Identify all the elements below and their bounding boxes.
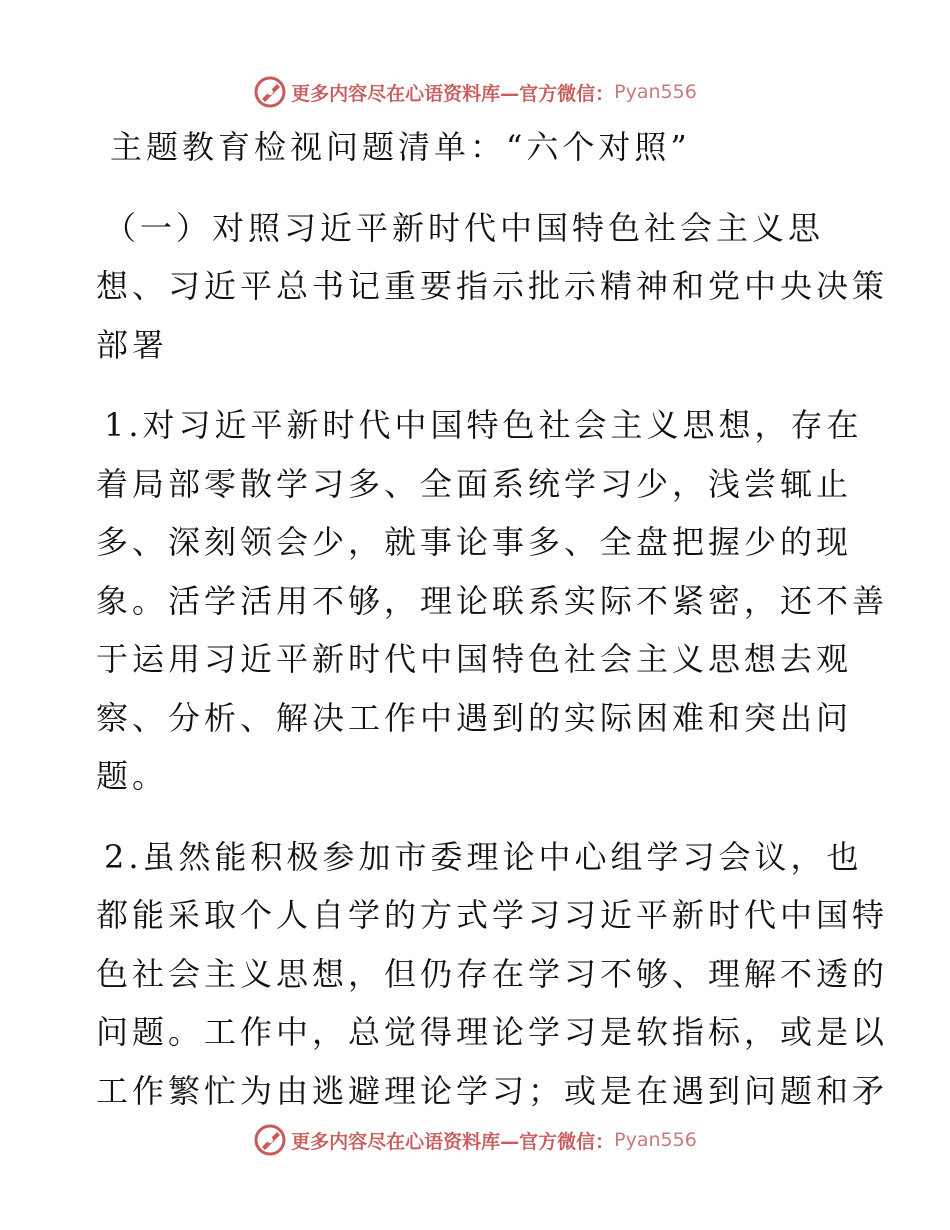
document-title: 主题教育检视问题清单：“六个对照” xyxy=(110,128,691,166)
header-watermark xyxy=(0,72,950,112)
document-body xyxy=(96,118,889,1120)
text-line: 多、深刻领会少，就事论事多、全盘把握少的现 xyxy=(96,523,853,561)
footer-watermark xyxy=(0,1120,950,1160)
banner-text: 更多内容尽在心语资料库—官方微信： xyxy=(291,82,615,105)
text-line: 于运用习近平新时代中国特色社会主义思想去观 xyxy=(96,640,853,678)
quill-logo-icon xyxy=(253,75,287,109)
text-line: 题。 xyxy=(96,757,169,795)
paragraph-item-2 xyxy=(96,828,889,1121)
text-line: 着局部零散学习多、全面系统学习少，浅尝辄止 xyxy=(96,464,853,503)
text-line: （一）对照习近平新时代中国特色社会主义思 xyxy=(104,208,825,247)
text-line: 部署 xyxy=(96,325,169,364)
text-line: 象。活学活用不够，理论联系实际不紧密，还不善 xyxy=(96,581,889,620)
text-line: 1.对习近平新时代中国特色社会主义思想，存在 xyxy=(104,406,863,444)
text-line: 想、习近平总书记重要指示批示精神和党中央决策 xyxy=(96,267,889,305)
banner-wechat-id: Pyan556 xyxy=(614,81,697,103)
banner-wechat-id: Pyan556 xyxy=(614,1129,697,1151)
text-line: 色社会主义思想，但仍存在学习不够、理解不透的 xyxy=(96,954,889,993)
section-heading xyxy=(96,199,889,375)
banner-text: 更多内容尽在心语资料库—官方微信： xyxy=(291,1130,615,1153)
text-line: 工作繁忙为由逃避理论学习；或是在遇到问题和矛 xyxy=(96,1071,889,1110)
text-line: 都能采取个人自学的方式学习习近平新时代中国特 xyxy=(96,896,889,934)
text-line: 问题。工作中，总觉得理论学习是软指标，或是以 xyxy=(96,1013,889,1051)
text-line: 察、分析、解决工作中遇到的实际困难和突出问 xyxy=(96,698,853,737)
quill-logo-icon xyxy=(253,1123,287,1157)
text-line: 2.虽然能积极参加市委理论中心组学习会议，也 xyxy=(104,837,863,876)
paragraph-item-1 xyxy=(96,396,889,806)
